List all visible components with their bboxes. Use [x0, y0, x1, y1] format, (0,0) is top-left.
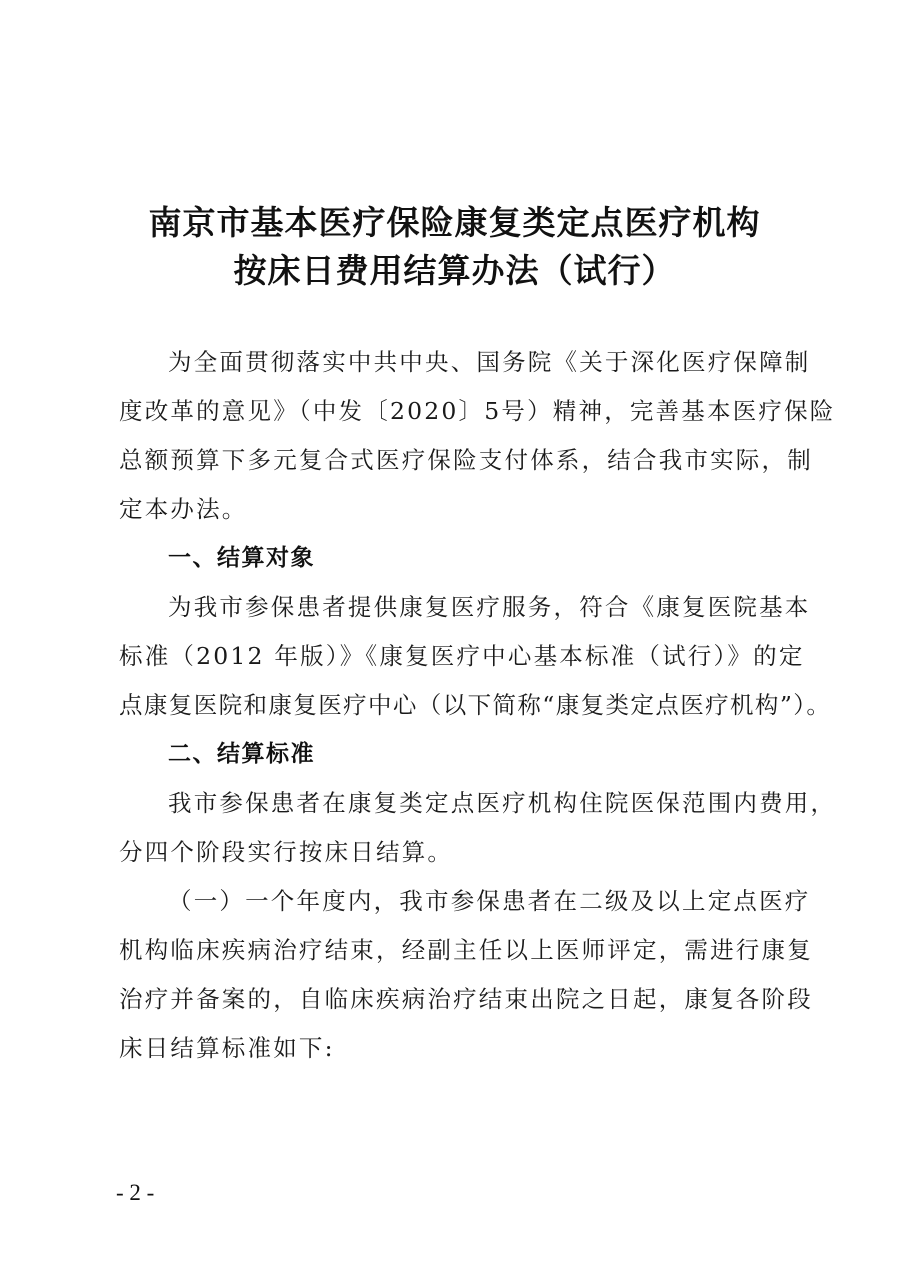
- page-number: - 2 -: [116, 1180, 155, 1205]
- item1-line-1: （一）一个年度内，我市参保患者在二级及以上定点医疗: [168, 887, 811, 915]
- document-title-line-2: 按床日费用结算办法（试行）: [233, 251, 676, 290]
- document-title-line-1: 南京市基本医疗保险康复类定点医疗机构: [148, 203, 761, 242]
- intro-line-4: 定本办法。: [119, 495, 248, 523]
- intro-line-2: 度改革的意见》（中发〔2020〕5号）精神，完善基本医疗保险: [119, 397, 836, 425]
- section1-line-1: 为我市参保患者提供康复医疗服务，符合《康复医院基本: [168, 593, 811, 621]
- item1-line-3: 治疗并备案的，自临床疾病治疗结束出院之日起，康复各阶段: [119, 985, 813, 1013]
- section2-line-1: 我市参保患者在康复类定点医疗机构住院医保范围内费用，: [168, 789, 837, 817]
- item1-line-4: 床日结算标准如下:: [119, 1034, 335, 1062]
- intro-line-3: 总额预算下多元复合式医疗保险支付体系，结合我市实际，制: [119, 446, 813, 474]
- section1-line-3: 点康复医院和康复医疗中心（以下简称“康复类定点医疗机构”）。: [119, 691, 832, 719]
- section-heading-settlement-object: 一、结算对象: [168, 545, 315, 571]
- intro-line-1: 为全面贯彻落实中共中央、国务院《关于深化医疗保障制: [168, 348, 811, 376]
- item1-line-2: 机构临床疾病治疗结束，经副主任以上医师评定，需进行康复: [119, 936, 813, 964]
- section2-line-2: 分四个阶段实行按床日结算。: [119, 838, 454, 866]
- section1-line-2: 标准（2012 年版）》《康复医疗中心基本标准（试行）》的定: [119, 642, 805, 670]
- section-heading-settlement-standard: 二、结算标准: [168, 741, 315, 767]
